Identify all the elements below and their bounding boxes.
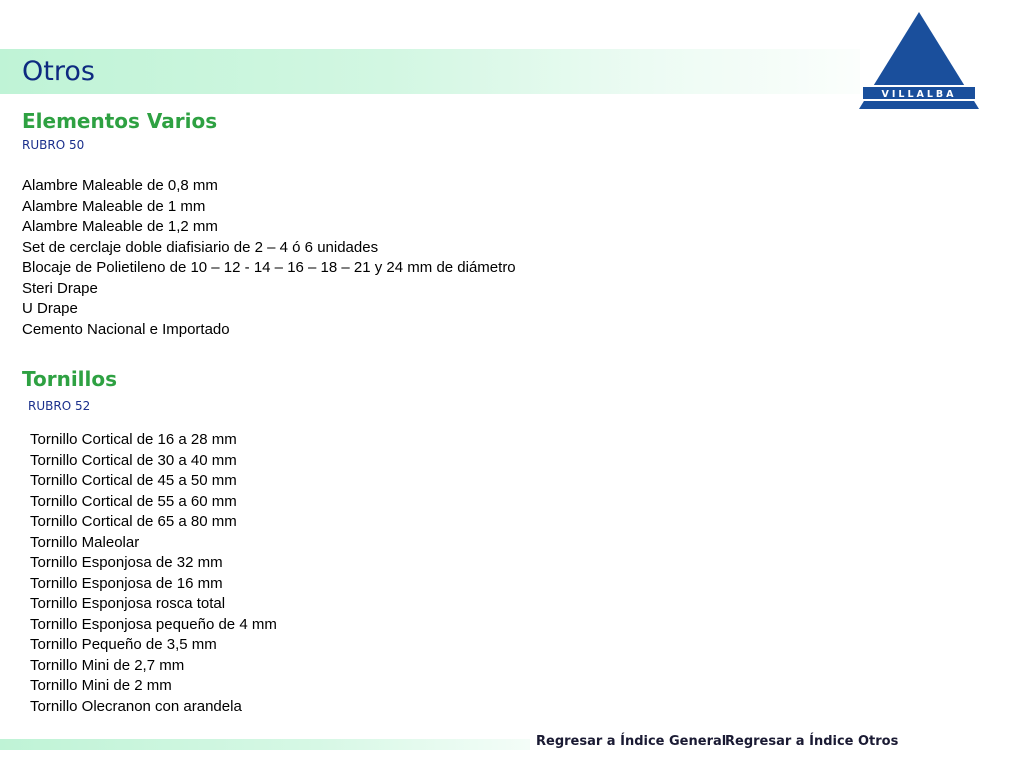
back-to-general-index-link[interactable]: Regresar a Índice General [536,734,727,749]
list-item: Blocaje de Polietileno de 10 – 12 - 14 – 16 – 18 – 21 y 24 mm de diámetro [22,259,516,276]
back-to-otros-index-link[interactable]: Regresar a Índice Otros [725,734,899,749]
list-item: Tornillo Esponjosa de 16 mm [30,574,223,592]
list-item: Tornillo Esponjosa rosca total [30,595,226,612]
list-item: Tornillo Cortical de 45 a 50 mm [30,472,237,489]
page-title: Otros [22,56,95,87]
list-item: Cemento Nacional e Importado [22,320,230,338]
list-item: Tornillo Cortical de 65 a 80 mm [30,513,237,530]
list-item: Alambre Maleable de 1 mm [22,197,206,215]
list-item: U Drape [22,300,78,317]
list-item: Tornillo Esponjosa de 32 mm [30,554,223,571]
list-item: Tornillo Maleolar [30,533,140,551]
title-bar [0,49,860,94]
rubro-label: RUBRO 52 [28,399,91,413]
list-item: Tornillo Cortical de 30 a 40 mm [30,451,237,469]
list-item: Alambre Maleable de 0,8 mm [22,177,218,194]
list-item: Alambre Maleable de 1,2 mm [22,218,218,235]
logo-wordmark: VILLALBA [881,89,957,100]
section-title-elementos-varios: Elementos Varios [22,109,218,133]
list-item: Tornillo Cortical de 16 a 28 mm [30,431,237,448]
list-item: Tornillo Esponjosa pequeño de 4 mm [30,615,277,633]
list-item: Tornillo Mini de 2 mm [30,677,172,694]
rubro-label: RUBRO 50 [22,138,85,152]
list-item: Set de cerclaje doble diafisiario de 2 – 4 ó 6 unidades [22,238,379,256]
list-item: Tornillo Mini de 2,7 mm [30,656,185,674]
villalba-logo [857,10,981,111]
list-item: Tornillo Pequeño de 3,5 mm [30,636,217,653]
tornillos-list [30,430,277,717]
section-title-tornillos: Tornillos [22,367,118,391]
list-item: Steri Drape [22,279,98,297]
footer-bar [0,739,530,750]
elementos-varios-list [22,176,516,340]
list-item: Tornillo Olecranon con arandela [30,697,242,715]
list-item: Tornillo Cortical de 55 a 60 mm [30,492,237,510]
